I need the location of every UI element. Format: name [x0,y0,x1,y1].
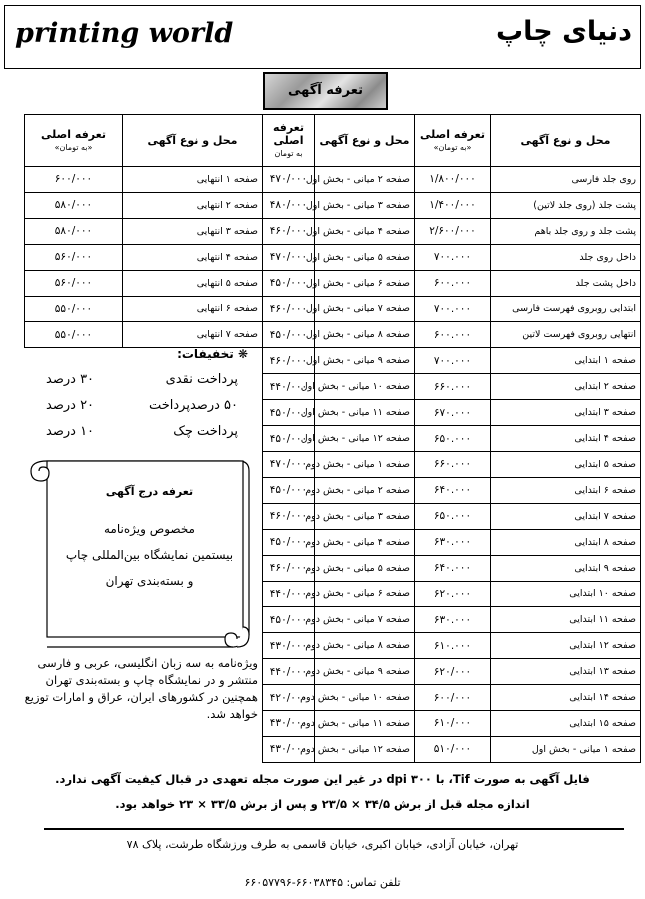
place-cell: صفحه ۸ میانی - بخش دوم [315,633,415,659]
price-cell: ۴۵۰/۰۰۰ [263,529,315,555]
price-cell: ۴۸۰/۰۰۰ [263,192,315,218]
price-cell: ۴۵۰/۰۰۰ [263,607,315,633]
magazine-size-note: اندازه مجله قبل از برش ۳۴/۵ × ۲۳/۵ و پس از برش ۳۳/۵ × ۲۳ خواهد بود. [115,797,530,811]
price-cell: ۴۴۰/۰۰۰ [263,659,315,685]
table-row [263,736,641,762]
place-cell: صفحه ۱۲ میانی - بخش دوم [315,736,415,762]
place-cell: صفحه ۱۰ میانی - بخش اول [315,374,415,400]
price-cell: ۵۵۰/۰۰۰ [25,322,123,348]
table-row [263,167,641,193]
place-cell: صفحه ۱۴ ابتدایی [491,685,641,711]
table-row [263,529,641,555]
discount-value: ۳۰ درصد [46,372,95,387]
price-cell: ۵۶۰/۰۰۰ [25,244,123,270]
place-cell: صفحه ۶ میانی - بخش دوم [315,581,415,607]
place-cell: صفحه ۱۵ ابتدایی [491,711,641,737]
price-cell: ۴۷۰/۰۰۰ [263,167,315,193]
place-cell: صفحه ۵ میانی - بخش دوم [315,555,415,581]
col-header-price-2: تعرفه اصلی به تومان [263,115,315,167]
discount-row [24,393,256,419]
place-cell: صفحه ۷ میانی - بخش اول [315,296,415,322]
place-cell: صفحه ۱۰ میانی - بخش دوم [315,685,415,711]
price-table-main [262,114,641,763]
price-cell: ۶۶۰.۰۰۰ [415,451,491,477]
place-cell: صفحه ۳ انتهایی [123,218,263,244]
place-cell: صفحه ۳ میانی - بخش دوم [315,503,415,529]
table-row [25,218,263,244]
col-header-price-1: تعرفه اصلی «به تومان» [415,115,491,167]
place-cell: صفحه ۴ انتهایی [123,244,263,270]
price-cell: ۶۰۰/۰۰۰ [25,167,123,193]
price-cell: ۵۸۰/۰۰۰ [25,218,123,244]
price-cell: ۶۰۰/۰۰۰ [415,685,491,711]
place-cell: صفحه ۱۳ ابتدایی [491,659,641,685]
table-row [263,477,641,503]
price-cell: ۴۵۰/۰۰۰ [263,477,315,503]
price-cell: ۷۰۰.۰۰۰ [415,296,491,322]
price-cell: ۷۰۰.۰۰۰ [415,244,491,270]
footer-divider [44,828,624,830]
table-row [25,322,263,348]
price-cell: ۶۲۰/۰۰۰ [415,659,491,685]
col-header-price-3: تعرفه اصلی «به تومان» [25,115,123,167]
price-cell: ۴۳۰/۰۰۰ [263,711,315,737]
table-row [263,192,641,218]
price-cell: ۴۵۰/۰۰۰ [263,400,315,426]
table-row [263,633,641,659]
price-cell: ۶۵۰.۰۰۰ [415,503,491,529]
price-cell: ۶۴۰.۰۰۰ [415,555,491,581]
price-cell: ۶۵۰.۰۰۰ [415,426,491,452]
place-cell: صفحه ۶ میانی - بخش اول [315,270,415,296]
price-cell: ۶۱۰/۰۰۰ [415,711,491,737]
price-cell: ۶۰۰.۰۰۰ [415,270,491,296]
discounts-title: ❋ تخفیفات: [177,347,248,361]
price-cell: ۴۳۰/۰۰۰ [263,633,315,659]
table-row [263,555,641,581]
table-row [263,244,641,270]
discounts-section [24,347,256,445]
table-row [263,659,641,685]
discount-value: ۲۰ درصد [46,398,95,413]
place-cell: صفحه ۱ ابتدایی [491,348,641,374]
title-english: printing world [15,18,234,49]
place-cell: صفحه ۱۱ میانی - بخش اول [315,400,415,426]
place-cell: صفحه ۱۱ ابتدایی [491,607,641,633]
place-cell: صفحه ۱۰ ابتدایی [491,581,641,607]
scroll-banner [27,457,252,652]
price-cell: ۱/۴۰۰/۰۰۰ [415,192,491,218]
place-cell: صفحه ۶ انتهایی [123,296,263,322]
price-cell: ۵۱۰/۰۰۰ [415,736,491,762]
table-row [263,400,641,426]
price-cell: ۶۶۰.۰۰۰ [415,374,491,400]
place-cell: پشت جلد (روی جلد لاتین) [491,192,641,218]
place-cell: صفحه ۷ ابتدایی [491,503,641,529]
price-cell: ۶۷۰.۰۰۰ [415,400,491,426]
file-format-note: فایل آگهی به صورت Tif، با dpi ۳۰۰ در غیر این صورت مجله تعهدی در قبال کیفیت آگهی ندارد. [55,772,590,786]
place-cell: صفحه ۴ میانی - بخش اول [315,218,415,244]
scroll-line: بیستمین نمایشگاه بین‌المللی چاپ [65,548,234,562]
place-cell: صفحه ۴ میانی - بخش دوم [315,529,415,555]
price-cell: ۶۳۰.۰۰۰ [415,529,491,555]
price-cell: ۶۰۰.۰۰۰ [415,322,491,348]
table-row [263,503,641,529]
table-row [25,296,263,322]
table-row [263,685,641,711]
price-cell: ۴۴۰/۰۰۰ [263,581,315,607]
price-cell: ۴۵۰/۰۰۰ [263,322,315,348]
place-cell: صفحه ۳ ابتدایی [491,400,641,426]
place-cell: صفحه ۲ میانی - بخش اول [315,167,415,193]
table-row [263,711,641,737]
table-row [263,348,641,374]
table-row [25,167,263,193]
price-cell: ۶۳۰.۰۰۰ [415,607,491,633]
place-cell: صفحه ۱۲ ابتدایی [491,633,641,659]
scroll-line: مخصوص ویژه‌نامه [103,522,195,536]
place-cell: صفحه ۳ میانی - بخش اول [315,192,415,218]
price-cell: ۵۵۰/۰۰۰ [25,296,123,322]
table-row [263,374,641,400]
table-row [25,270,263,296]
place-cell: صفحه ۹ میانی - بخش دوم [315,659,415,685]
discount-label: ۵۰ درصدپرداخت [148,398,238,413]
price-cell: ۱/۸۰۰/۰۰۰ [415,167,491,193]
place-cell: صفحه ۱ میانی - بخش اول [491,736,641,762]
discount-label: پرداخت نقدی [165,372,238,387]
place-cell: صفحه ۸ میانی - بخش اول [315,322,415,348]
table-row [263,607,641,633]
price-cell: ۶۱۰.۰۰۰ [415,633,491,659]
header-box [4,5,641,69]
place-cell: صفحه ۱ انتهایی [123,167,263,193]
place-cell: صفحه ۹ میانی - بخش اول [315,348,415,374]
address: تهران، خیابان آزادی، خیابان اکبری، خیابان قاسمی به طرف ورزشگاه طرشت، پلاک ۷۸ [126,838,519,851]
price-cell: ۴۷۰/۰۰۰ [263,244,315,270]
table-row [263,581,641,607]
price-cell: ۵۶۰/۰۰۰ [25,270,123,296]
col-header-place-1: محل و نوع آگهی [491,115,641,167]
price-cell: ۴۶۰/۰۰۰ [263,555,315,581]
place-cell: صفحه ۴ ابتدایی [491,426,641,452]
discount-label: پرداخت چک [173,424,238,439]
place-cell: صفحه ۲ ابتدایی [491,374,641,400]
place-cell: صفحه ۹ ابتدایی [491,555,641,581]
place-cell: صفحه ۲ میانی - بخش دوم [315,477,415,503]
scroll-title: تعرفه درج آگهی [105,485,194,498]
place-cell: صفحه ۵ میانی - بخش اول [315,244,415,270]
price-cell: ۴۶۰/۰۰۰ [263,348,315,374]
price-cell: ۲/۶۰۰/۰۰۰ [415,218,491,244]
price-cell: ۴۶۰/۰۰۰ [263,503,315,529]
place-cell: صفحه ۷ میانی - بخش دوم [315,607,415,633]
place-cell: داخل پشت جلد [491,270,641,296]
place-cell: ابتدایی روبروی فهرست فارسی [491,296,641,322]
price-cell: ۶۴۰.۰۰۰ [415,477,491,503]
place-cell: صفحه ۷ انتهایی [123,322,263,348]
table-row [263,426,641,452]
price-cell: ۴۵۰/۰۰۰ [263,426,315,452]
place-cell: پشت جلد و روی جلد باهم [491,218,641,244]
price-cell: ۴۴۰/۰۰۰ [263,374,315,400]
phone-number: تلفن تماس: ۶۶۰۳۸۳۴۵-۶۶۰۵۷۷۹۶ [244,876,401,889]
place-cell: روی جلد فارسی [491,167,641,193]
place-cell: صفحه ۵ انتهایی [123,270,263,296]
place-cell: صفحه ۱ میانی - بخش دوم [315,451,415,477]
price-cell: ۴۳۰/۰۰۰ [263,736,315,762]
col-header-place-2: محل و نوع آگهی [315,115,415,167]
price-cell: ۵۸۰/۰۰۰ [25,192,123,218]
title-persian: دنیای چاپ [495,16,632,47]
price-cell: ۴۶۰/۰۰۰ [263,218,315,244]
place-cell: داخل روی جلد [491,244,641,270]
table-row [263,218,641,244]
table-row [263,270,641,296]
place-cell: صفحه ۱۱ میانی - بخش دوم [315,711,415,737]
table-row [25,244,263,270]
place-cell: صفحه ۱۲ میانی - بخش اول [315,426,415,452]
distribution-description: ویژه‌نامه به سه زبان انگلیسی، عربی و فارسی منتشر و در نمایشگاه چاپ و بسته‌بندی تهران همچنین در کشورهای ایران، عراق و امارات توزیع خواهد شد. [24,656,258,721]
place-cell: صفحه ۵ ابتدایی [491,451,641,477]
table-row [263,322,641,348]
scroll-line: و بسته‌بندی تهران [105,574,194,588]
table-row [263,451,641,477]
price-cell: ۴۷۰/۰۰۰ [263,451,315,477]
place-cell: صفحه ۶ ابتدایی [491,477,641,503]
price-cell: ۴۵۰/۰۰۰ [263,270,315,296]
price-cell: ۷۰۰.۰۰۰ [415,348,491,374]
price-cell: ۴۲۰/۰۰۰ [263,685,315,711]
discount-row [24,419,256,445]
price-cell: ۴۶۰/۰۰۰ [263,296,315,322]
place-cell: صفحه ۲ انتهایی [123,192,263,218]
price-table-end-pages [24,114,263,348]
place-cell: صفحه ۸ ابتدایی [491,529,641,555]
discount-value: ۱۰ درصد [46,424,95,439]
col-header-place-3: محل و نوع آگهی [123,115,263,167]
tariff-label: تعرفه آگهی [263,72,388,110]
price-cell: ۶۲۰.۰۰۰ [415,581,491,607]
table-row [263,296,641,322]
table-row [25,192,263,218]
discount-row [24,367,256,393]
place-cell: انتهایی روبروی فهرست لاتین [491,322,641,348]
